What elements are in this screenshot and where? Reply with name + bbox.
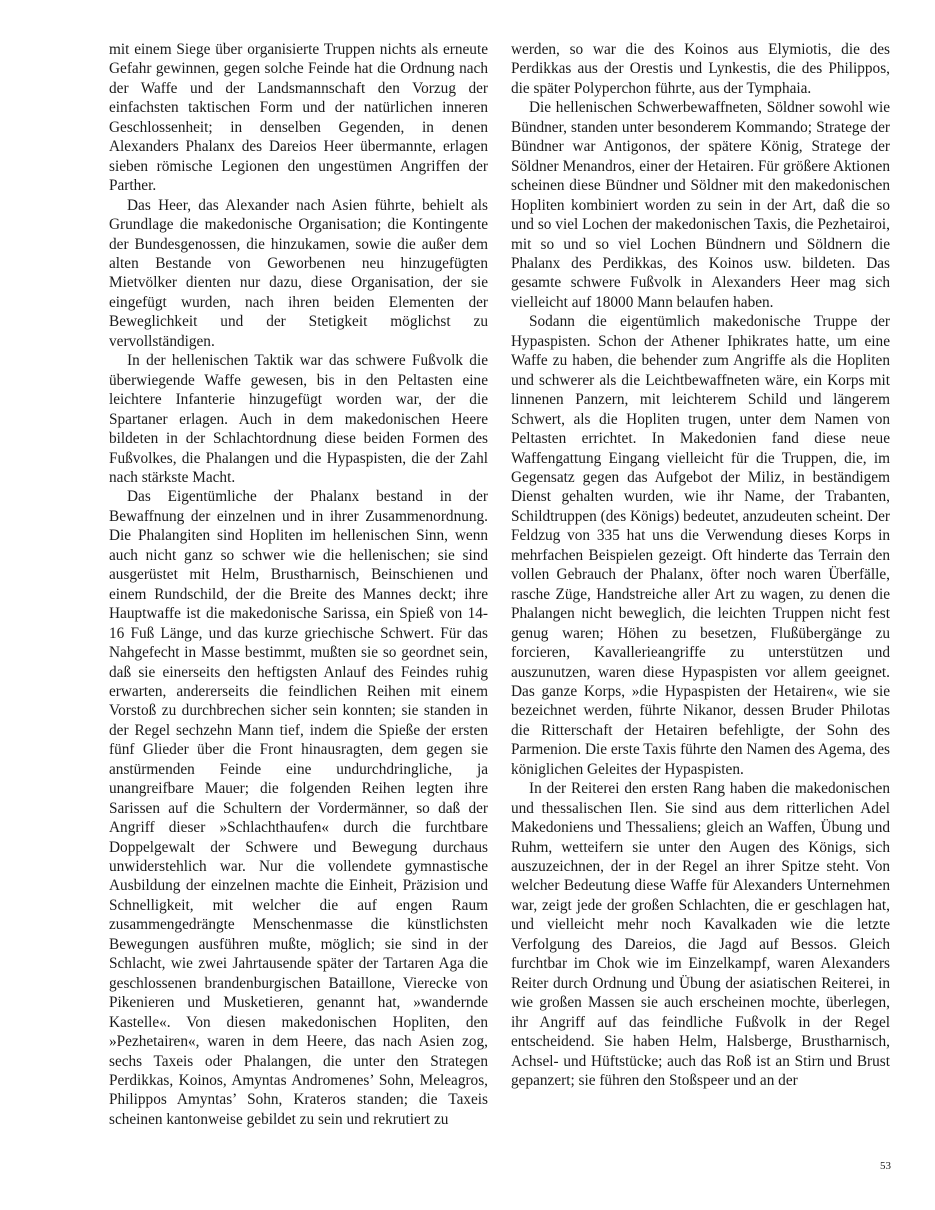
paragraph: In der Reiterei den ersten Rang haben die makedonischen und thessalischen Ilen. Sie sind aus dem ritterlichen Adel Makedoniens und Thessaliens; gleich an Waffen, Übung und Ruhm, wetteifern sie unter den Augen des Königs, sich auszuzeichnen, der in der Regel an ihrer Spitze steht. Von welcher Bedeutung diese Waffe für Alexanders Unternehmen war, zeigt jede der großen Schlachten, die er geschlagen hat, und vielleicht mehr noch Kavalkaden wie die letzte Verfolgung des Dareios, die Jagd auf Bessos. Gleich furchtbar im Chok wie im Einzelkampf, waren Alexanders Reiter durch Ordnung und Übung der asiatischen Reiterei, in wie großen Massen sie auch erscheinen mochte, überlegen, ihr Angriff auf das feindliche Fußvolk in der Regel entscheidend. Sie haben Helm, Halsberge, Brustharnisch, Achsel- und Hüftstücke; auch das Roß ist an Stirn und Brust gepanzert; sie führen den Stoßspeer und an der <box>511 780 890 1090</box>
paragraph: Das Eigentümliche der Phalanx bestand in der Bewaffnung der einzelnen und in ihrer Zusammenordnung. Die Phalangiten sind Hopliten im hellenischen Sinn, wenn auch nicht ganz so schwer wie die hellenischen; sie sind ausgerüstet mit Helm, Brustharnisch, Beinschienen und einem Rundschild, der die Breite des Mannes deckt; ihre Hauptwaffe ist die makedonische Sarissa, ein Spieß von 14-16 Fuß Länge, und das kurze griechische Schwert. Für das Nahgefecht in Masse bestimmt, mußten sie so geordnet sein, daß sie einerseits den heftigsten Anlauf des Feindes ruhig erwarten, andererseits die feindlichen Reihen mit einem Vorstoß zu durchbrechen sicher sein konnten; sie standen in der Regel sechzehn Mann tief, indem die Spieße der ersten fünf Glieder über die Front hinausragten, dem gegen sie anstürmenden Feinde eine undurchdringliche, ja unangreifbare Mauer; die folgenden Reihen legten ihre Sarissen auf die Schultern der Vordermänner, so daß der Angriff dieser »Schlachthaufen« durch die furchtbare Doppelgewalt der Schwere und Bewegung durchaus unwiderstehlich war. Nur die vollendete gymnastische Ausbildung der einzelnen machte die Einheit, Präzision und Schnelligkeit, mit welcher die auf engen Raum zusammengedrängte Menschenmasse die künstlichsten Bewegungen ausführen mußte, möglich; sie sind in der Schlacht, wie zwei Jahrtausende später der Tartaren Aga die geschlossenen brandenburgischen Bataillone, Vierecke von Pikenieren und Musketieren, genannt hat, »wandernde Kastelle«. Von diesen makedonischen Hopliten, den »Pezhetairen«, waren in dem Heere, das nach Asien zog, sechs Taxeis oder Phalangen, die unter den Strategen Perdikkas, Koinos, Amyntas Andromenes’ Sohn, Meleagros, Philippos Amyntas’ Sohn, Krateros standen; die Taxeis scheinen kantonweise gebildet zu sein und rekrutiert zu <box>109 488 488 1128</box>
paragraph: Sodann die eigentümlich makedonische Truppe der Hypaspisten. Schon der Athener Iphikrates hatte, um eine Waffe zu haben, die behender zum Angriffe als die Hopliten und schwerer als die Leichtbewaffneten wäre, ein Korps mit linnenen Panzern, mit leichterem Schild und längerem Schwert, als die Hopliten trugen, unter dem Namen von Peltasten errichtet. In Makedonien fand diese neue Waffengattung Eingang vielleicht für die Truppen, die, im Gegensatz gegen das Aufgebot der Miliz, in beständigem Dienst gehalten wurden, wie ihr Name, der Trabanten, Schildtruppen (des Königs) bedeutet, anzudeuten scheint. Der Feldzug von 335 hat uns die Verwendung dieses Korps in mehrfachen Beispielen gezeigt. Oft hinderte das Terrain den vollen Gebrauch der Phalanx, öfter noch waren Überfälle, rasche Züge, Handstreiche aller Art zu wagen, zu denen die Phalangen nicht beweglich, die leichten Truppen nicht fest genug waren; Höhen zu besetzen, Flußübergänge zu forcieren, Kavallerieangriffe zu unterstützen und auszunutzen, waren diese Hypaspisten vor allem geeignet. Das ganze Korps, »die Hypaspisten der Hetairen«, wie sie bezeichnet werden, führte Nikanor, dessen Bruder Philotas die Ritterschaft der Hetairen befehligte, der Sohn des Parmenion. Die erste Taxis führte den Namen des Agema, des königlichen Geleites der Hypaspisten. <box>511 313 890 778</box>
page-number: 53 <box>880 1160 891 1172</box>
left-column <box>109 40 488 1129</box>
paragraph: In der hellenischen Taktik war das schwere Fußvolk die überwiegende Waffe gewesen, bis in den Peltasten eine leichtere Infanterie hinzugefügt worden war, der die Spartaner erlagen. Auch in dem makedonischen Heere bildeten in der Schlachtordnung diese beiden Formen des Fußvolkes, die Phalangen und die Hypaspisten, die der Zahl nach stärkste Macht. <box>109 352 488 486</box>
paragraph: Das Heer, das Alexander nach Asien führte, behielt als Grundlage die makedonische Organisation; die Kontingente der Bundesgenossen, die hinzukamen, sowie die außer dem alten Bestande von Geworbenen neu hinzugefügten Mietvölker dienten nur dazu, diese Organisation, der sie eingefügt wurden, nach ihren beiden Elementen der Beweglichkeit und der Stetigkeit möglichst zu vervollständigen. <box>109 196 488 350</box>
paragraph: werden, so war die des Koinos aus Elymiotis, die des Perdikkas aus der Orestis und Lynkestis, die des Philippos, die später Polyperchon führte, aus der Tymphaia. <box>511 41 890 97</box>
paragraph: Die hellenischen Schwerbewaffneten, Söldner sowohl wie Bündner, standen unter besonderem Kommando; Stratege der Bündner war Antigonos, der spätere König, Stratege der Söldner Menandros, einer der Hetairen. Für größere Aktionen scheinen diese Bündner und Söldner mit den makedonischen Hopliten kombiniert worden zu sein in der Art, daß die so und so viel Lochen der makedonischen Taxis, die Pezhetairoi, mit so und so viel Lochen Bündnern und Söldnern die Phalanx des Perdikkas, des Koinos usw. bildeten. Das gesamte schwere Fußvolk in Alexanders Heer mag sich vielleicht auf 18000 Mann belaufen haben. <box>511 99 890 311</box>
paragraph: mit einem Siege über organisierte Truppen nichts als erneute Gefahr gewinnen, gegen solche Feinde hat die Ordnung nach der Waffe und der Landsmannschaft den Vorzug der einfachsten taktischen Form und der natürlichen inneren Geschlossenheit; in denselben Gegenden, in denen Alexanders Phalanx des Dareios Heer übermannte, erlagen sieben römische Legionen den ungestümen Angriffen der Parther. <box>109 41 488 195</box>
right-column <box>511 40 890 1090</box>
